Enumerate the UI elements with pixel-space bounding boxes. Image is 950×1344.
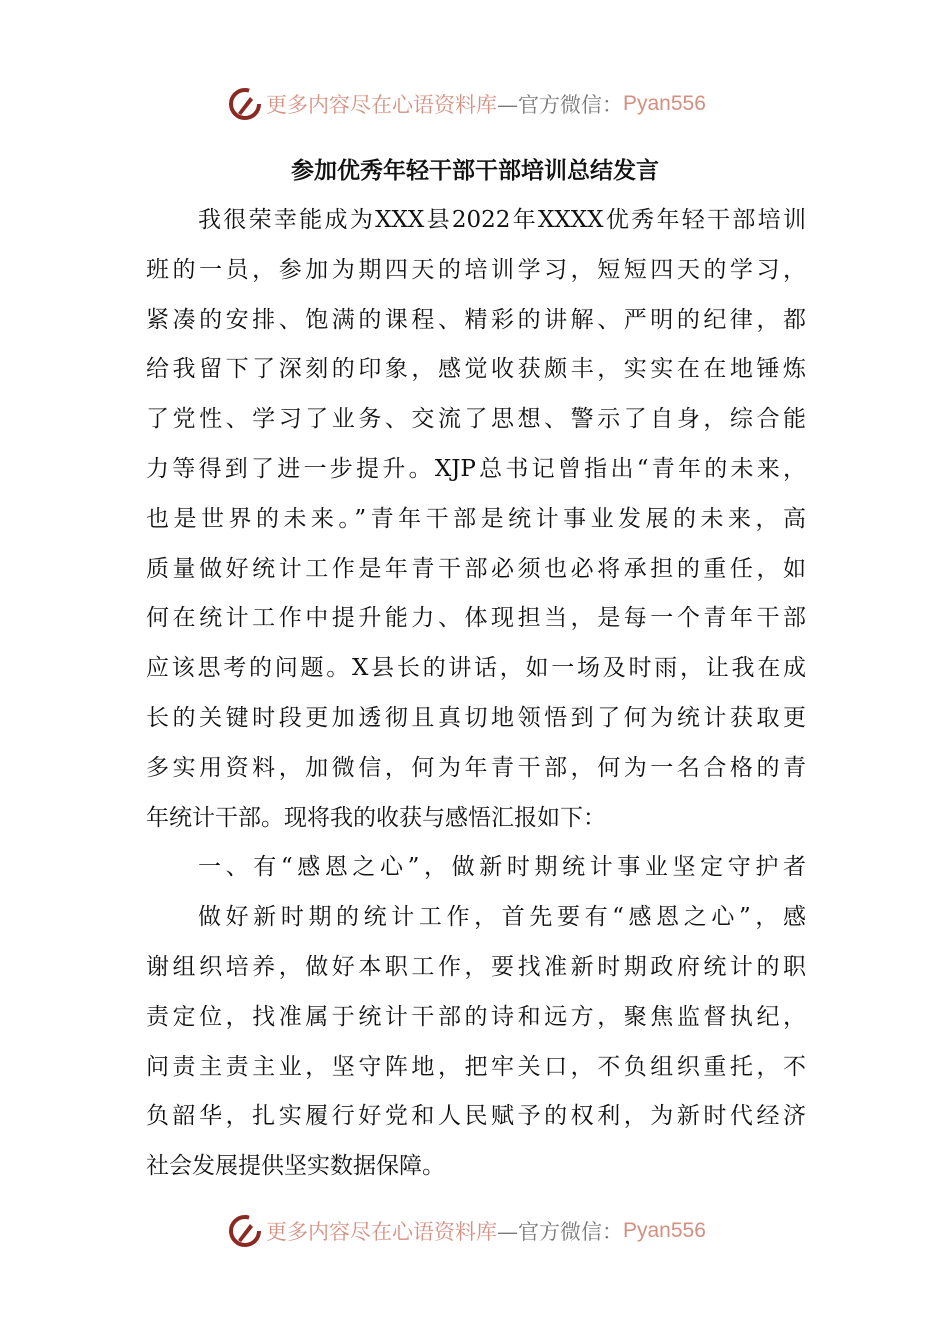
text-line: 质量做好统计工作是年青干部必须也必将承担的重任，如 — [146, 555, 806, 582]
text-line: 做好新时期的统计工作，首先要有“感恩之心”，感 — [198, 904, 806, 931]
text-line: 班的一员，参加为期四天的培训学习，短短四天的学习， — [146, 256, 806, 283]
banner-wechat-label: —官方微信： — [497, 1220, 623, 1244]
text-line: 谢组织培养，做好本职工作，要找准新时期政府统计的职 — [146, 953, 806, 980]
text-line: 应该思考的问题。X县长的讲话，如一场及时雨，让我在成 — [146, 655, 806, 682]
text-line: 我很荣幸能成为XXX县2022年XXXX优秀年轻干部培训 — [198, 207, 806, 233]
text-line: 多实用资料，加微信，何为年青干部，何为一名合格的青 — [146, 754, 806, 781]
header-watermark-banner — [228, 84, 728, 124]
text-line: 一、有“感恩之心”，做新时期统计事业坚定守护者 — [198, 854, 806, 881]
text-line: 社会发展提供坚实数据保障。 — [146, 1153, 445, 1180]
text-line: 何在统计工作中提升能力、体现担当，是每一个青年干部 — [146, 605, 806, 632]
text-line: 了党性、学习了业务、交流了思想、警示了自身，综合能 — [146, 406, 806, 433]
text-line: 力等得到了进一步提升。XJP总书记曾指出“青年的未来， — [146, 455, 806, 482]
banner-wechat-id: Pyan556 — [623, 92, 706, 115]
pen-logo-icon — [228, 1214, 262, 1248]
banner-wechat-label: —官方微信： — [497, 93, 623, 117]
text-line: 也是世界的未来。”青年干部是统计事业发展的未来，高 — [146, 505, 806, 532]
text-line: 负韶华，扎实履行好党和人民赋予的权利，为新时代经济 — [146, 1103, 806, 1130]
pen-logo-icon — [228, 87, 262, 121]
document-body — [146, 197, 806, 1193]
banner-wechat-id: Pyan556 — [623, 1219, 706, 1242]
text-line: 给我留下了深刻的印象，感觉收获颇丰，实实在在地锤炼 — [146, 356, 806, 383]
text-line: 长的关键时段更加透彻且真切地领悟到了何为统计获取更 — [146, 704, 806, 731]
banner-text: 更多内容尽在心语资料库 — [266, 1220, 497, 1244]
text-line: 问责主责主业，坚守阵地，把牢关口，不负组织重托，不 — [146, 1053, 806, 1080]
banner-text: 更多内容尽在心语资料库 — [266, 93, 497, 117]
document-title: 参加优秀年轻干部干部培训总结发言 — [291, 158, 659, 184]
footer-watermark-banner — [228, 1211, 728, 1251]
text-line: 紧凑的安排、饱满的课程、精彩的讲解、严明的纪律，都 — [146, 306, 806, 333]
text-line: 年统计干部。现将我的收获与感悟汇报如下： — [146, 804, 606, 831]
text-line: 责定位，找准属于统计干部的诗和远方，聚焦监督执纪， — [146, 1003, 806, 1030]
